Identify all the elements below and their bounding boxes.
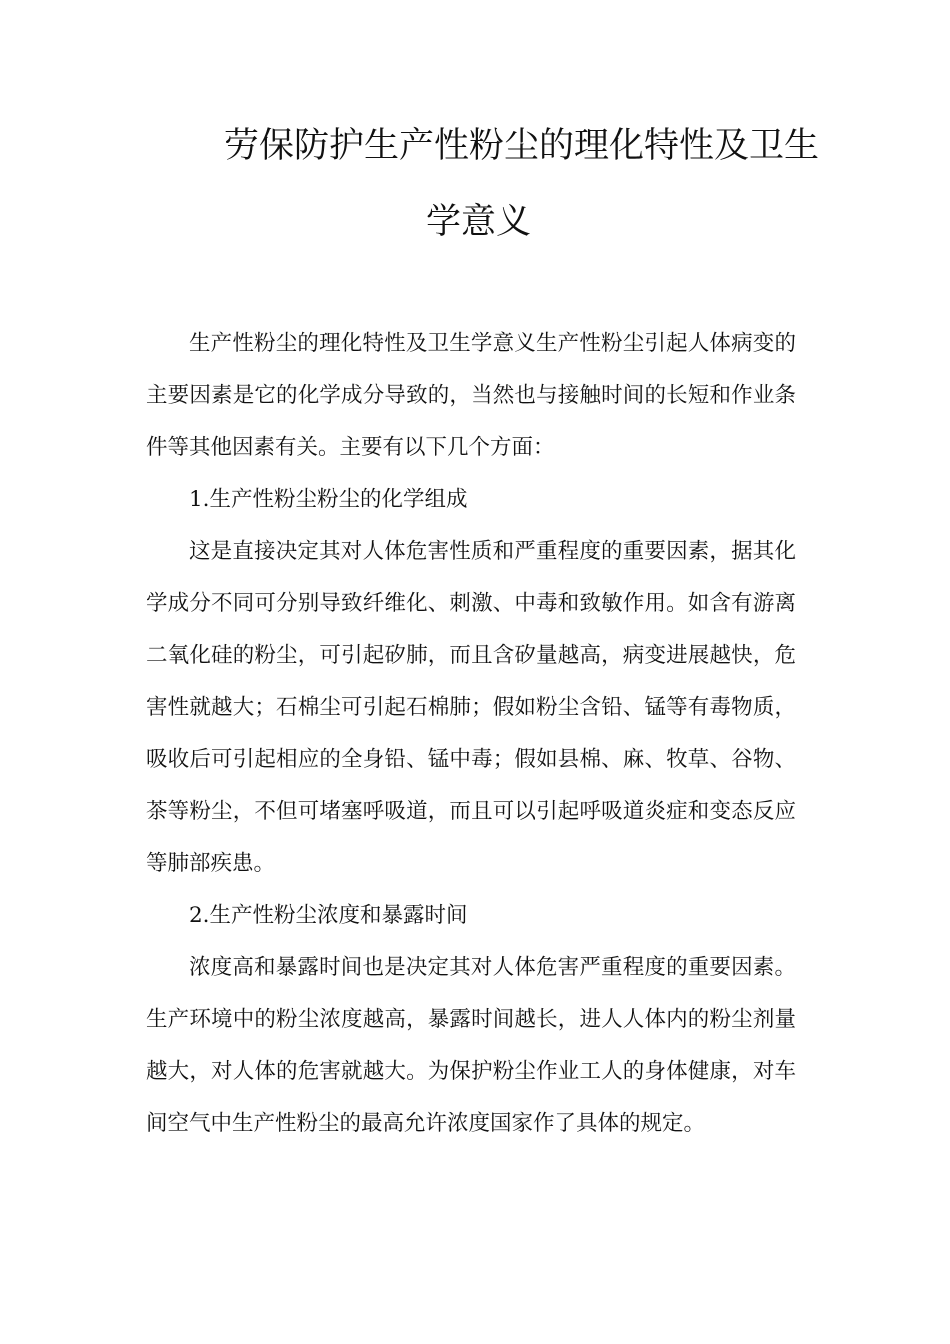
section-2-paragraph: 浓度高和暴露时间也是决定其对人体危害严重程度的重要因素。生产环境中的粉尘浓度越高，暴露时间越长，进人人体内的粉尘剂量越大，对人体的危害就越大。为保护粉尘作业工人的身体健康，对车间空气中生产性粉尘的最高允许浓度国家作了具体的规定。 (146, 955, 796, 1136)
intro-paragraph: 生产性粉尘的理化特性及卫生学意义生产性粉尘引起人体病变的主要因素是它的化学成分导致的，当然也与接触时间的长短和作业条件等其他因素有关。主要有以下几个方面： (146, 331, 796, 460)
section-1-heading: 1.生产性粉尘粉尘的化学组成 (189, 487, 468, 512)
document-body (146, 318, 796, 1150)
document-title-line-2: 学意义 (426, 202, 532, 242)
section-2-heading: 2.生产性粉尘浓度和暴露时间 (189, 903, 468, 928)
section-1-paragraph: 这是直接决定其对人体危害性质和严重程度的重要因素，据其化学成分不同可分别导致纤维化、刺激、中毒和致敏作用。如含有游离二氧化硅的粉尘，可引起矽肺，而且含矽量越高，病变进展越快，危害性就越大；石棉尘可引起石棉肺；假如粉尘含铅、锰等有毒物质，吸收后可引起相应的全身铅、锰中毒；假如县棉、麻、牧草、谷物、茶等粉尘，不但可堵塞呼吸道，而且可以引起呼吸道炎症和变态反应等肺部疾患。 (146, 539, 796, 876)
document-title-line-1: 劳保防护生产性粉尘的理化特性及卫生 (224, 126, 820, 166)
